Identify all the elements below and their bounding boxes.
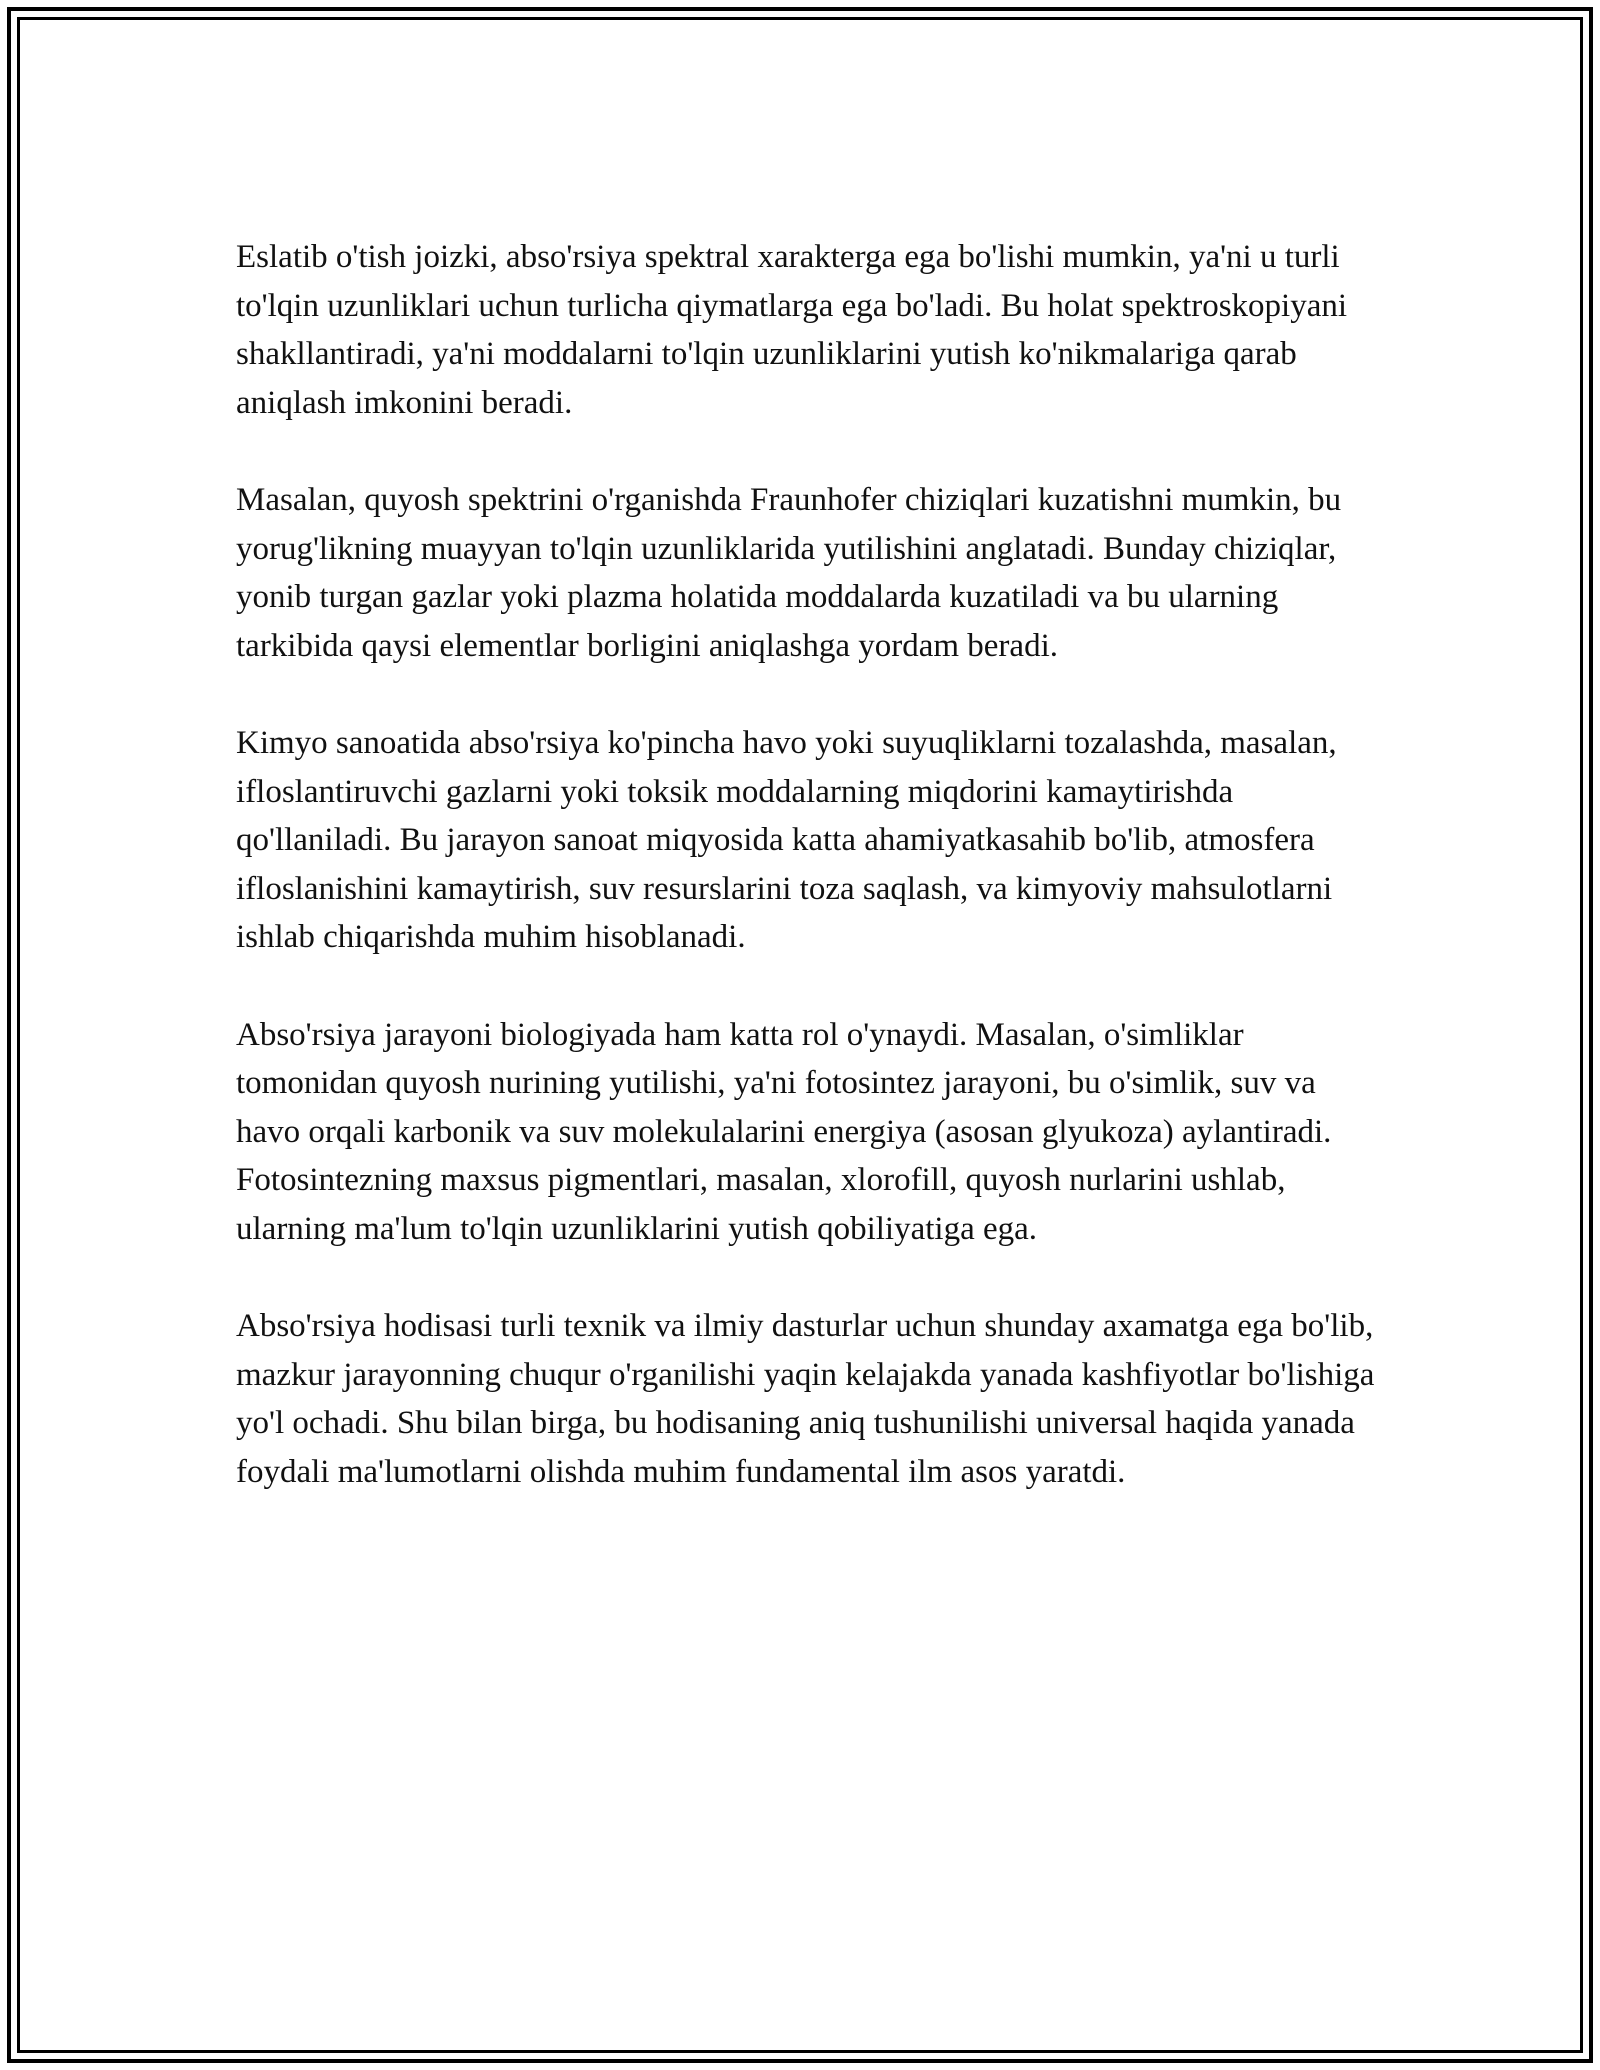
paragraph-5: Abso'rsiya hodisasi turli texnik va ilmiy dasturlar uchun shunday axamatga ega bo'lib, mazkur jarayonning chuqur o'rganilishi yaqin kelajakda yanada kashfiyotlar bo'lishiga yo'l ochadi. Shu bilan birga, bu hodisaning aniq tushunilishi universal haqida yanada foydali ma'lumotlarni olishda muhim fundamental ilm asos yaratdi. <box>236 1308 1375 1490</box>
paragraph-4: Abso'rsiya jarayoni biologiyada ham katta rol o'ynaydi. Masalan, o'simliklar tomonidan quyosh nurining yutilishi, ya'ni fotosintez jarayoni, bu o'simlik, suv va havo orqali karbonik va suv molekulalarini energiya (asosan glyukoza) aylantiradi. Fotosintezning maxsus pigmentlari, masalan, xlorofill, quyosh nurlarini ushlab, ularning ma'lum to'lqin uzunliklarini yutish qobiliyatiga ega. <box>236 1016 1332 1247</box>
paragraph-3: Kimyo sanoatida abso'rsiya ko'pincha havo yoki suyuqliklarni tozalashda, masalan, ifloslantiruvchi gazlarni yoki toksik moddalarning miqdorini kamaytirishda qo'llaniladi. Bu jarayon sanoat miqyosida katta ahamiyatkasahib bo'lib, atmosfera ifloslanishini kamaytirish, suv resurslarini toza saqlash, va kimyoviy mahsulotlarni ishlab chiqarishda muhim hisoblanadi. <box>236 724 1337 956</box>
paragraph-1: Eslatib o'tish joizki, abso'rsiya spektral xarakterga ega bo'lishi mumkin, ya'ni u turli to'lqin uzunliklari uchun turlicha qiymatlarga ega bo'ladi. Bu holat spektroskopiyani shakllantiradi, ya'ni moddalarni to'lqin uzunliklarini yutish ko'nikmalariga qarab aniqlash imkonini beradi. <box>236 239 1348 421</box>
paragraph-2: Masalan, quyosh spektrini o'rganishda Fraunhofer chiziqlari kuzatishni mumkin, bu yorug'likning muayyan to'lqin uzunliklarida yutilishini anglatadi. Bunday chiziqlar, yonib turgan gazlar yoki plazma holatida moddalarda kuzatiladi va bu ularning tarkibida qaysi elementlar borligini aniqlashga yordam beradi. <box>236 481 1342 664</box>
document-body <box>236 233 1376 1496</box>
